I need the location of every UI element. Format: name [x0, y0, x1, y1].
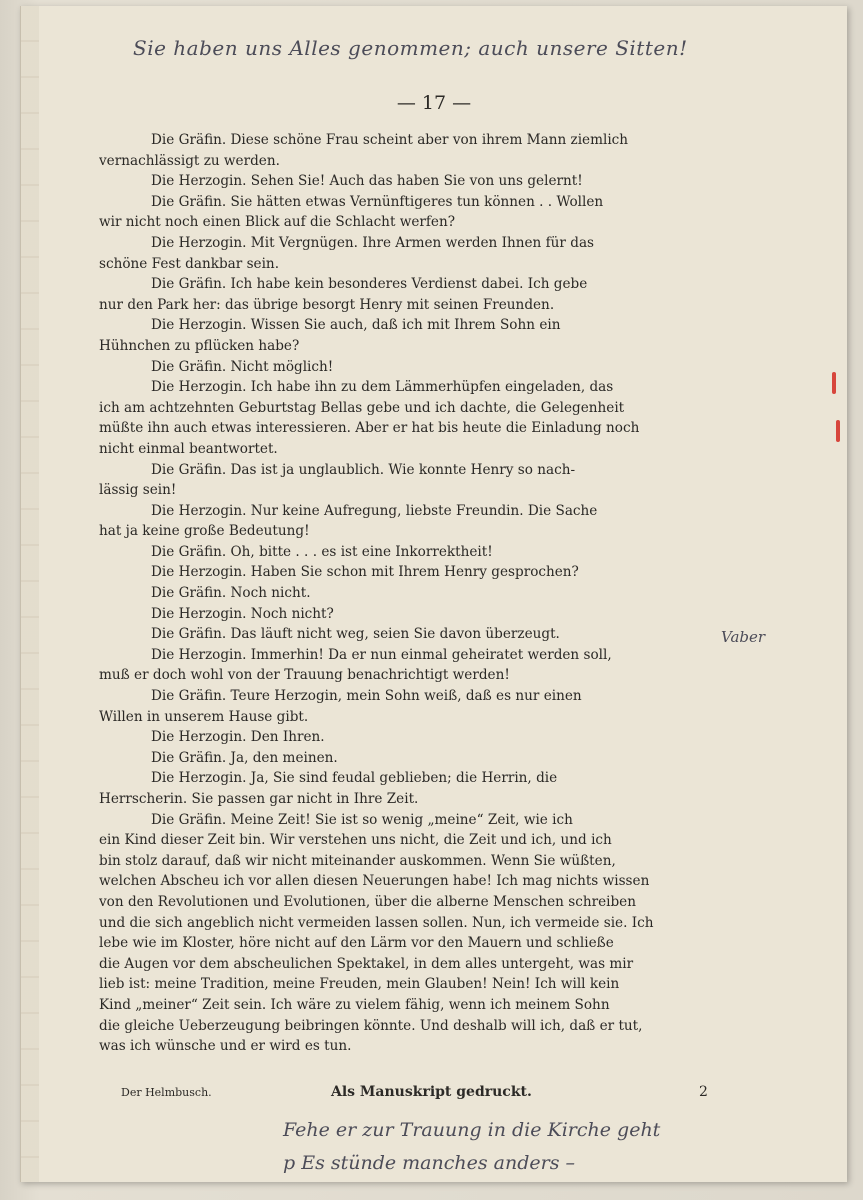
text-line: Die Herzogin. Nur keine Aufregung, liebste Freundin. Die Sache [151, 502, 598, 519]
text-line: Die Gräfin. Meine Zeit! Sie ist so wenig „meine“ Zeit, wie ich [151, 811, 573, 828]
text-line: Die Herzogin. Den Ihren. [151, 729, 325, 746]
text-line: Die Herzogin. Wissen Sie auch, daß ich mit Ihrem Sohn ein [151, 317, 561, 334]
text-line: vernachlässigt zu werden. [99, 152, 280, 169]
red-margin-mark [836, 420, 840, 442]
text-line: Die Herzogin. Haben Sie schon mit Ihrem Henry gesprochen? [151, 564, 579, 581]
text-line: müßte ihn auch etwas interessieren. Aber er hat bis heute die Einladung noch [99, 420, 640, 437]
text-line: und die sich angeblich nicht vermeiden lassen sollen. Nun, ich vermeide sie. Ich [99, 914, 654, 931]
text-line: Die Herzogin. Immerhin! Da er nun einmal geheiratet werden soll, [151, 646, 612, 663]
text-line: nur den Park her: das übrige besorgt Henry mit seinen Freunden. [99, 296, 555, 313]
text-line: Die Herzogin. Ich habe ihn zu dem Lämmerhüpfen eingeladen, das [151, 379, 614, 396]
text-line: bin stolz darauf, daß wir nicht miteinander auskommen. Wenn Sie wüßten, [99, 852, 616, 869]
text-line: schöne Fest dankbar sein. [99, 255, 280, 272]
handwritten-note-top: Sie haben uns Alles genommen; auch unsere Sitten! [133, 36, 688, 60]
footer-title: Der Helmbusch. [121, 1086, 212, 1099]
text-line: was ich wünsche und er wird es tun. [99, 1038, 352, 1055]
text-line: lässig sein! [99, 482, 177, 499]
text-line: nicht einmal beantwortet. [99, 440, 278, 457]
text-line: welchen Abscheu ich vor allen diesen Neuerungen habe! Ich mag nichts wissen [99, 873, 650, 890]
text-line: Kind „meiner“ Zeit sein. Ich wäre zu vielem fähig, wenn ich meinem Sohn [99, 996, 610, 1013]
text-line: lieb ist: meine Tradition, meine Freuden, mein Glauben! Nein! Ich will kein [99, 976, 620, 993]
text-line: Die Gräfin. Das läuft nicht weg, seien Sie davon überzeugt. [151, 626, 560, 643]
page-number: — 17 — [396, 92, 472, 114]
document-body [99, 130, 769, 1057]
text-line: wir nicht noch einen Blick auf die Schlacht werfen? [99, 214, 456, 231]
text-line: Die Gräfin. Ja, den meinen. [151, 749, 338, 766]
document-page [20, 6, 847, 1182]
text-line: Die Gräfin. Sie hätten etwas Vernünftigeres tun können . . Wollen [151, 193, 604, 210]
text-line: Die Gräfin. Ich habe kein besonderes Verdienst dabei. Ich gebe [151, 276, 588, 293]
handwritten-margin-note: Vaber [721, 628, 766, 646]
text-line: die Augen vor dem abscheulichen Spektakel, in dem alles untergeht, was mir [99, 955, 634, 972]
text-line: Die Herzogin. Sehen Sie! Auch das haben Sie von uns gelernt! [151, 173, 583, 190]
text-line: ich am achtzehnten Geburtstag Bellas gebe und ich dachte, die Gelegenheit [99, 399, 625, 416]
page-footer [121, 1080, 721, 1104]
text-line: Die Gräfin. Oh, bitte . . . es ist eine Inkorrektheit! [151, 543, 493, 560]
text-line: Die Gräfin. Noch nicht. [151, 585, 311, 602]
red-margin-mark [832, 372, 836, 394]
handwritten-note-bottom-2: p Es stünde manches anders – [283, 1152, 576, 1174]
text-line: lebe wie im Kloster, höre nicht auf den Lärm vor den Mauern und schließe [99, 935, 614, 952]
text-line: Willen in unserem Hause gibt. [99, 708, 309, 725]
text-line: hat ja keine große Bedeutung! [99, 523, 310, 540]
text-line: von den Revolutionen und Evolutionen, über die alberne Menschen schreiben [99, 893, 636, 910]
text-line: Die Herzogin. Ja, Sie sind feudal geblieben; die Herrin, die [151, 770, 558, 787]
text-line: Die Herzogin. Noch nicht? [151, 605, 334, 622]
text-line: Die Gräfin. Das ist ja unglaublich. Wie konnte Henry so nach- [151, 461, 576, 478]
text-line: Herrscherin. Sie passen gar nicht in Ihre Zeit. [99, 791, 419, 807]
binding-edge [21, 6, 39, 1182]
text-line: Die Gräfin. Teure Herzogin, mein Sohn weiß, daß es nur einen [151, 688, 582, 705]
footer-print-note: Als Manuskript gedruckt. [331, 1084, 532, 1100]
text-line: muß er doch wohl von der Trauung benachrichtigt werden! [99, 667, 510, 684]
text-line: Hühnchen zu pflücken habe? [99, 337, 300, 354]
text-line: Die Herzogin. Mit Vergnügen. Ihre Armen werden Ihnen für das [151, 234, 595, 251]
text-line: ein Kind dieser Zeit bin. Wir verstehen uns nicht, die Zeit und ich, und ich [99, 832, 612, 849]
text-line: die gleiche Ueberzeugung beibringen könnte. Und deshalb will ich, daß er tut, [99, 1017, 643, 1034]
footer-sheet-number: 2 [699, 1084, 708, 1100]
text-line: Die Gräfin. Diese schöne Frau scheint aber von ihrem Mann ziemlich [151, 132, 629, 148]
handwritten-note-bottom-1: Fehe er zur Trauung in die Kirche geht [283, 1119, 661, 1141]
text-line: Die Gräfin. Nicht möglich! [151, 358, 334, 375]
